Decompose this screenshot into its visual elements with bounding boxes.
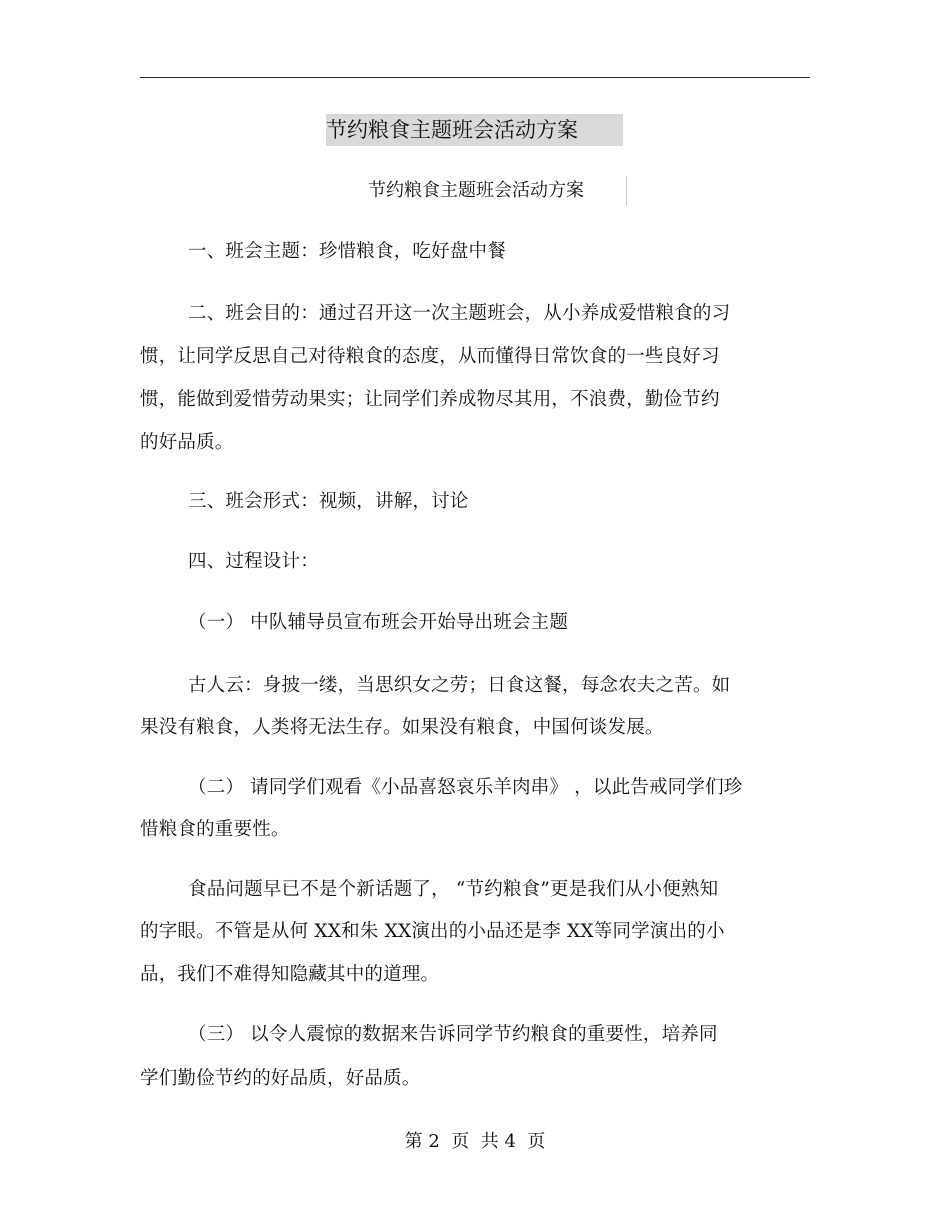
page-number-footer: 第 2 页 共 4 页 bbox=[404, 1131, 546, 1152]
step-1-para-line-1: 古人云：身披一缕，当思织女之劳；日食这餐，每念农夫之苦。如 bbox=[188, 675, 731, 696]
section-format: 三、班会形式：视频，讲解，讨论 bbox=[188, 491, 469, 512]
step-2-para-line-3: 品，我们不难得知隐藏其中的道理。 bbox=[140, 964, 440, 985]
header-rule bbox=[140, 77, 810, 78]
step-2-para-line-2: 的字眼。不管是从何 XX和朱 XX演出的小品还是李 XX等同学演出的小 bbox=[140, 921, 725, 942]
step-2-line-2: 惜粮食的重要性。 bbox=[140, 819, 290, 840]
step-1-para-line-2: 果没有粮食，人类将无法生存。如果没有粮食，中国何谈发展。 bbox=[140, 717, 664, 738]
step-3-line-2: 学们勤俭节约的好品质，好品质。 bbox=[140, 1068, 421, 1089]
section-purpose-line-4: 的好品质。 bbox=[140, 432, 234, 453]
step-3-line-1: （三） 以令人震惊的数据来告诉同学节约粮食的重要性，培养同 bbox=[188, 1024, 718, 1045]
document-title: 节约粮食主题班会活动方案 bbox=[326, 114, 623, 146]
step-2-para-line-1: 食品问题早已不是个新话题了， “节约粮食”更是我们从小便熟知 bbox=[188, 879, 719, 900]
document-subtitle: 节约粮食主题班会活动方案 bbox=[368, 176, 627, 206]
section-process: 四、过程设计： bbox=[188, 551, 319, 572]
section-purpose-line-1: 二、班会目的：通过召开这一次主题班会，从小养成爱惜粮食的习 bbox=[188, 303, 731, 324]
section-theme: 一、班会主题：珍惜粮食，吃好盘中餐 bbox=[188, 241, 506, 262]
step-1-heading: （一） 中队辅导员宣布班会开始导出班会主题 bbox=[188, 612, 569, 633]
step-2-line-1: （二） 请同学们观看《小品喜怒哀乐羊肉串》 ，以此告戒同学们珍 bbox=[188, 777, 743, 798]
section-purpose-line-2: 惯，让同学反思自己对待粮食的态度，从而懂得日常饮食的一些良好习 bbox=[140, 346, 720, 367]
section-purpose-line-3: 惯，能做到爱惜劳动果实；让同学们养成物尽其用，不浪费，勤俭节约 bbox=[140, 389, 720, 410]
